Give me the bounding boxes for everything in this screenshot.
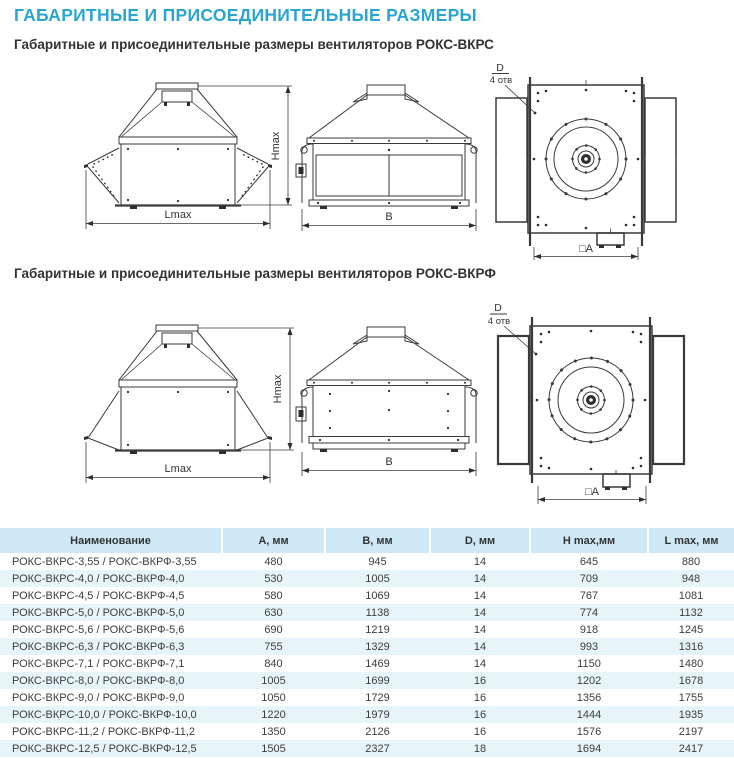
cell-a: 1005	[261, 674, 286, 687]
cell-lmax: 1935	[678, 708, 704, 721]
table-row	[0, 570, 734, 587]
square-a-label: □A	[579, 243, 593, 255]
cell-hmax: 1356	[576, 691, 602, 704]
cell-hmax: 645	[579, 555, 599, 568]
cell-b: 1979	[365, 708, 390, 721]
section-title-vkrs: Габаритные и присоединительные размеры вентиляторов РОКС-ВКРС	[14, 37, 494, 52]
cell-hmax: 774	[579, 606, 599, 619]
cell-hmax: 993	[579, 640, 599, 653]
vkrf-side-view	[84, 325, 294, 483]
table-row	[0, 553, 734, 570]
table-row	[0, 740, 734, 757]
cell-hmax: 1202	[576, 674, 602, 687]
cell-d: 16	[473, 691, 487, 704]
cell-lmax: 2197	[678, 725, 704, 738]
col-header-lmax: L max, мм	[648, 528, 734, 553]
cell-b: 1005	[365, 572, 390, 585]
vkrf-front-view	[296, 327, 477, 476]
hole-diameter-label: D	[494, 302, 502, 314]
table-row	[0, 638, 734, 655]
cell-a: 530	[264, 572, 283, 585]
cell-a: 580	[264, 589, 283, 602]
cell-lmax: 1132	[679, 606, 703, 619]
cell-d: 14	[473, 657, 487, 670]
col-header-hmax: Н max,мм	[530, 528, 648, 553]
cell-lmax: 880	[681, 555, 701, 568]
b-dim-label: B	[385, 456, 393, 468]
cell-lmax: 1480	[678, 657, 704, 670]
cell-d: 14	[473, 589, 487, 602]
col-header-d: D, мм	[430, 528, 530, 553]
cell-hmax: 918	[579, 623, 599, 636]
cell-b: 1069	[365, 589, 390, 602]
cell-a: 630	[264, 606, 283, 619]
cell-b: 1699	[365, 674, 390, 687]
cell-d: 14	[473, 555, 487, 568]
vkrf-drawings	[0, 290, 734, 518]
cell-a: 480	[264, 555, 283, 568]
b-dim-label: B	[385, 211, 393, 223]
cell-d: 14	[473, 572, 487, 585]
cell-a: 1050	[261, 691, 286, 704]
cell-name: РОКС-ВКРС-7,1 / РОКС-ВКРФ-7,1	[12, 657, 185, 670]
cell-b: 1729	[365, 691, 390, 704]
cell-name: РОКС-ВКРС-8,0 / РОКС-ВКРФ-8,0	[12, 674, 185, 687]
cell-a: 690	[264, 623, 283, 636]
cell-name: РОКС-ВКРС-9,0 / РОКС-ВКРФ-9,0	[12, 691, 185, 704]
table-row	[0, 689, 734, 706]
vkrs-top-view	[490, 62, 676, 260]
table-header-row	[0, 528, 734, 553]
table-row	[0, 655, 734, 672]
section-title-vkrf: Габаритные и присоединительные размеры вентиляторов РОКС-ВКРФ	[14, 266, 496, 281]
table-row	[0, 672, 734, 689]
cell-lmax: 948	[681, 572, 701, 585]
col-header-name: Наименование	[0, 528, 222, 553]
cell-name: РОКС-ВКРС-6,3 / РОКС-ВКРФ-6,3	[12, 640, 185, 653]
vkrs-drawings	[0, 60, 734, 260]
cell-b: 2126	[365, 725, 390, 738]
cell-d: 16	[473, 725, 487, 738]
cell-hmax: 1444	[576, 708, 602, 721]
table-row	[0, 706, 734, 723]
hmax-label: Hmax	[272, 374, 284, 404]
cell-d: 14	[473, 606, 487, 619]
cell-name: РОКС-ВКРС-11,2 / РОКС-ВКРФ-11,2	[12, 725, 195, 738]
table-row	[0, 723, 734, 740]
page-title: ГАБАРИТНЫЕ И ПРИСОЕДИНИТЕЛЬНЫЕ РАЗМЕРЫ	[14, 5, 477, 25]
dimensions-table	[0, 528, 734, 757]
cell-lmax: 1316	[678, 640, 704, 653]
vkrs-side-view	[84, 83, 292, 229]
table-row	[0, 621, 734, 638]
hmax-label: Hmax	[270, 131, 282, 161]
cell-lmax: 1678	[678, 674, 704, 687]
cell-a: 1350	[261, 725, 286, 738]
cell-name: РОКС-ВКРС-4,0 / РОКС-ВКРФ-4,0	[12, 572, 185, 585]
cell-name: РОКС-ВКРС-4,5 / РОКС-ВКРФ-4,5	[12, 589, 185, 602]
cell-a: 755	[264, 640, 283, 653]
cell-name: РОКС-ВКРС-10,0 / РОКС-ВКРФ-10,0	[12, 708, 197, 721]
cell-hmax: 1150	[577, 657, 601, 670]
lmax-label: Lmax	[164, 463, 192, 475]
cell-b: 2327	[365, 742, 390, 755]
cell-lmax: 1081	[678, 589, 704, 602]
cell-lmax: 1755	[678, 691, 704, 704]
cell-b: 945	[368, 555, 387, 568]
cell-hmax: 1576	[576, 725, 602, 738]
cell-b: 1138	[365, 606, 390, 619]
cell-lmax: 1245	[678, 623, 704, 636]
cell-b: 1219	[365, 623, 390, 636]
lmax-label: Lmax	[164, 209, 192, 221]
cell-d: 18	[473, 742, 487, 755]
vkrf-top-view	[488, 302, 684, 504]
cell-name: РОКС-ВКРС-12,5 / РОКС-ВКРФ-12,5	[12, 742, 197, 755]
cell-d: 14	[473, 640, 487, 653]
table-row	[0, 604, 734, 621]
cell-d: 14	[473, 623, 487, 636]
cell-d: 16	[473, 708, 487, 721]
cell-d: 16	[473, 674, 487, 687]
square-a-label: □A	[585, 486, 599, 498]
vkrs-louver-view	[296, 85, 477, 231]
cell-name: РОКС-ВКРС-5,0 / РОКС-ВКРФ-5,0	[12, 606, 185, 619]
cell-hmax: 709	[579, 572, 599, 585]
cell-a: 840	[264, 657, 283, 670]
cell-hmax: 1694	[576, 742, 602, 755]
cell-a: 1505	[261, 742, 286, 755]
col-header-a: А, мм	[222, 528, 325, 553]
cell-name: РОКС-ВКРС-5,6 / РОКС-ВКРФ-5,6	[12, 623, 185, 636]
cell-b: 1329	[365, 640, 390, 653]
holes-count-label: 4 отв	[487, 316, 511, 327]
holes-count-label: 4 отв	[489, 75, 513, 86]
cell-lmax: 2417	[678, 742, 704, 755]
cell-name: РОКС-ВКРС-3,55 / РОКС-ВКРФ-3,55	[12, 555, 197, 568]
cell-a: 1220	[261, 708, 286, 721]
cell-hmax: 767	[579, 589, 599, 602]
col-header-b: В, мм	[325, 528, 430, 553]
table-row	[0, 587, 734, 604]
cell-b: 1469	[365, 657, 390, 670]
hole-diameter-label: D	[496, 62, 504, 74]
